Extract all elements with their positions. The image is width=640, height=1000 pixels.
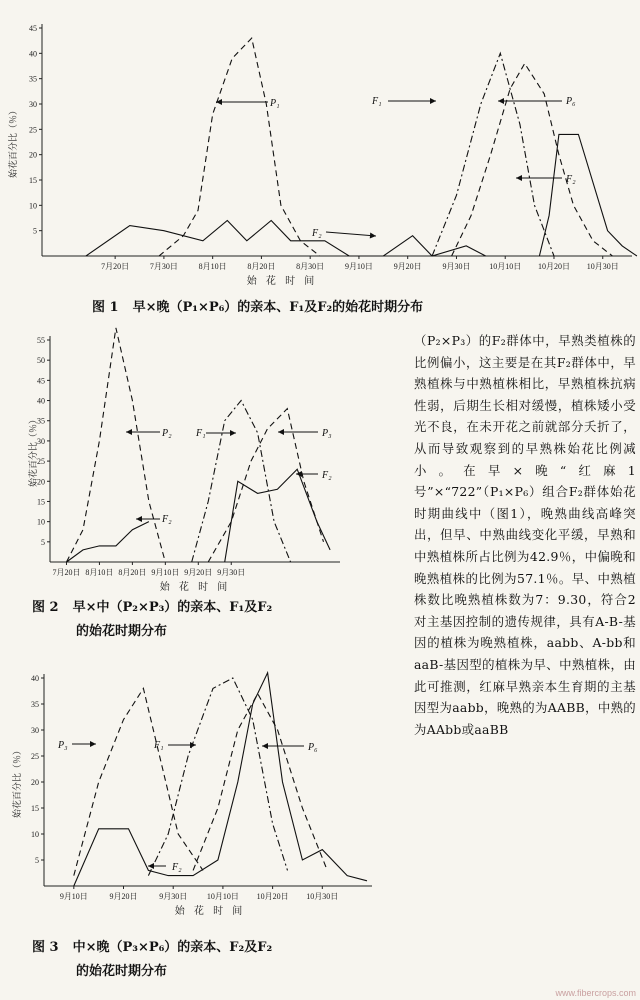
figure-3-caption [32,936,272,984]
label-arrowhead [148,863,154,869]
y-tick-label: 55 [37,336,45,345]
y-axis-title: 始花百分比（％） [29,414,39,488]
y-tick-label: 10 [29,201,37,211]
y-tick-label: 45 [29,24,37,33]
series-line-3 [452,64,613,257]
y-tick-label: 5 [41,537,45,547]
series-label: P₃ [322,428,332,439]
x-tick-label: 9月30日 [217,568,246,577]
x-axis-title: 始 花 时 间 [174,906,246,917]
figure-2-caption-number: 图 2 [32,600,59,615]
label-arrowhead [296,471,302,477]
x-tick-label: 10月10日 [489,262,522,271]
x-tick-label: 7月30日 [149,262,178,271]
x-tick-label: 10月30日 [306,892,339,901]
y-tick-label: 5 [33,226,37,236]
series-label: F₂ [172,862,182,873]
y-tick-label: 15 [37,497,45,507]
x-tick-label: 9月10日 [344,262,373,271]
x-tick-label: 9月30日 [159,892,188,901]
series-line-2 [432,53,554,256]
x-tick-label: 9月10日 [59,892,88,901]
label-leader-line [326,232,376,236]
label-arrowhead [230,430,236,436]
label-arrowhead [126,429,132,435]
figure-1-chart [0,0,640,290]
figure-2-chart [0,326,410,596]
y-tick-label: 25 [29,125,37,135]
series-line-3 [193,694,327,871]
series-label: F₁ [154,740,164,751]
x-tick-label: 10月20日 [256,892,289,901]
series-line-1 [67,522,149,562]
label-arrowhead [278,429,284,435]
x-tick-label: 10月20日 [537,262,570,271]
figure-3 [0,660,410,938]
y-tick-label: 5 [35,856,39,865]
y-tick-label: 10 [31,830,39,839]
y-tick-label: 30 [31,726,39,735]
y-tick-label: 20 [31,778,39,787]
series-line-4 [225,469,330,562]
x-tick-label: 7月20日 [52,568,81,577]
series-line-1 [74,673,367,886]
series-label: P₆ [566,96,576,107]
y-tick-label: 30 [29,100,37,109]
figure-1-caption-text: 早×晚（P₁×P₆）的亲本、F₁及F₂的始花时期分布 [132,300,424,315]
y-tick-label: 35 [31,700,39,709]
label-arrowhead [498,98,504,104]
label-arrowhead [216,99,222,105]
series-label: F₂ [162,514,172,525]
figure-1-caption-number: 图 1 [92,300,119,315]
y-tick-label: 25 [37,457,45,467]
series-label: P₁ [270,98,280,109]
y-tick-label: 50 [37,356,45,366]
x-tick-label: 8月10日 [198,262,227,271]
label-arrowhead [516,175,522,181]
series-line-0 [67,328,166,562]
figure-1 [0,0,640,296]
label-arrowhead [136,516,142,522]
y-tick-label: 35 [37,416,45,426]
y-tick-label: 30 [37,436,45,446]
x-tick-label: 10月10日 [206,892,239,901]
series-label: F₁ [196,428,206,439]
label-arrowhead [90,741,96,747]
y-tick-label: 10 [37,517,45,527]
x-tick-label: 9月20日 [393,262,422,271]
x-tick-label: 9月20日 [184,568,213,577]
x-tick-label: 9月20日 [109,892,138,901]
figure-3-caption-text: 中×晚（P₃×P₆）的亲本、F₂及F₂ [72,940,273,955]
y-tick-label: 40 [29,49,37,59]
series-line-1 [86,221,486,257]
figure-1-caption [92,296,423,320]
x-axis-title: 始 花 时 间 [159,582,231,593]
y-axis-title: 始花百分比（％） [13,745,23,819]
figure-3-caption-number: 图 3 [32,940,59,955]
y-axis-title: 始花百分比（％） [9,105,19,179]
y-tick-label: 35 [29,74,37,84]
figure-2-caption-text: 早×中（P₂×P₃）的亲本、F₁及F₂ [72,600,273,615]
series-label: P₂ [162,428,172,439]
y-tick-label: 40 [37,396,45,406]
figure-3-chart [0,660,410,938]
series-label: F₂ [322,470,332,481]
figure-3-caption-text-2: 的始花时期分布 [76,964,168,979]
series-label: P₃ [58,740,68,751]
x-tick-label: 10月30日 [586,262,619,271]
figure-2-caption-text-2: 的始花时期分布 [76,624,168,639]
series-label: P₆ [308,742,318,753]
figure-2 [0,326,410,596]
series-label: F₁ [372,96,382,107]
y-tick-label: 20 [29,150,37,160]
x-axis-title: 始 花 时 间 [246,276,318,287]
x-tick-label: 8月20日 [118,568,147,577]
body-paragraph: （P₂×P₃）的F₂群体中，早熟类植株的比例偏小，这主要是在其F₂群体中，早熟植株与中熟植株相比，早熟植株抗病性弱，后期生长相对缓慢，植株矮小受光不良，在未开花之前就部分夭折了，从而导致观察到的早熟株始花比例减小。在早×晚“红麻1号”×“722”（P₁×P₆）组合F₂群体始花时期曲线中（图1），晚熟曲线高峰突出，但早、中熟曲线变化平缓，早熟和中熟植株所占比例为42.9％，中偏晚和晚熟植株的比例为57.1％。早、中熟植株数比晚熟植株数为7：9.30，符合2对主基因控制的遗传规律，具有A-B-基因的植株为晚熟植株，aabb、A-bb和aaB-基因型的植株为早、中熟植株，由此可推测，红麻早熟亲本生育期的主基因型为aabb，晚熟的为AABB，中熟的为AAbb或aaBB [414,333,636,737]
label-arrowhead [370,233,376,239]
y-tick-label: 20 [37,477,45,487]
series-line-0 [159,38,320,256]
x-tick-label: 8月20日 [247,262,276,271]
watermark: www.fibercrops.com [555,988,636,998]
x-tick-label: 7月20日 [101,262,130,271]
y-tick-label: 15 [29,176,37,185]
y-tick-label: 40 [31,674,39,683]
series-line-4 [539,134,637,256]
x-tick-label: 8月10日 [85,568,114,577]
y-tick-label: 15 [31,804,39,813]
x-tick-label: 9月10日 [151,568,180,577]
series-line-2 [148,678,287,876]
figure-2-caption [32,596,272,644]
label-arrowhead [262,743,268,749]
y-tick-label: 45 [37,376,45,386]
series-label: F₂ [566,174,576,185]
series-line-0 [74,688,203,875]
x-tick-label: 8月30日 [296,262,325,271]
series-label: F₂ [312,228,322,239]
label-arrowhead [430,98,436,104]
y-tick-label: 25 [31,752,39,761]
series-line-2 [192,401,291,563]
x-tick-label: 9月30日 [442,262,471,271]
